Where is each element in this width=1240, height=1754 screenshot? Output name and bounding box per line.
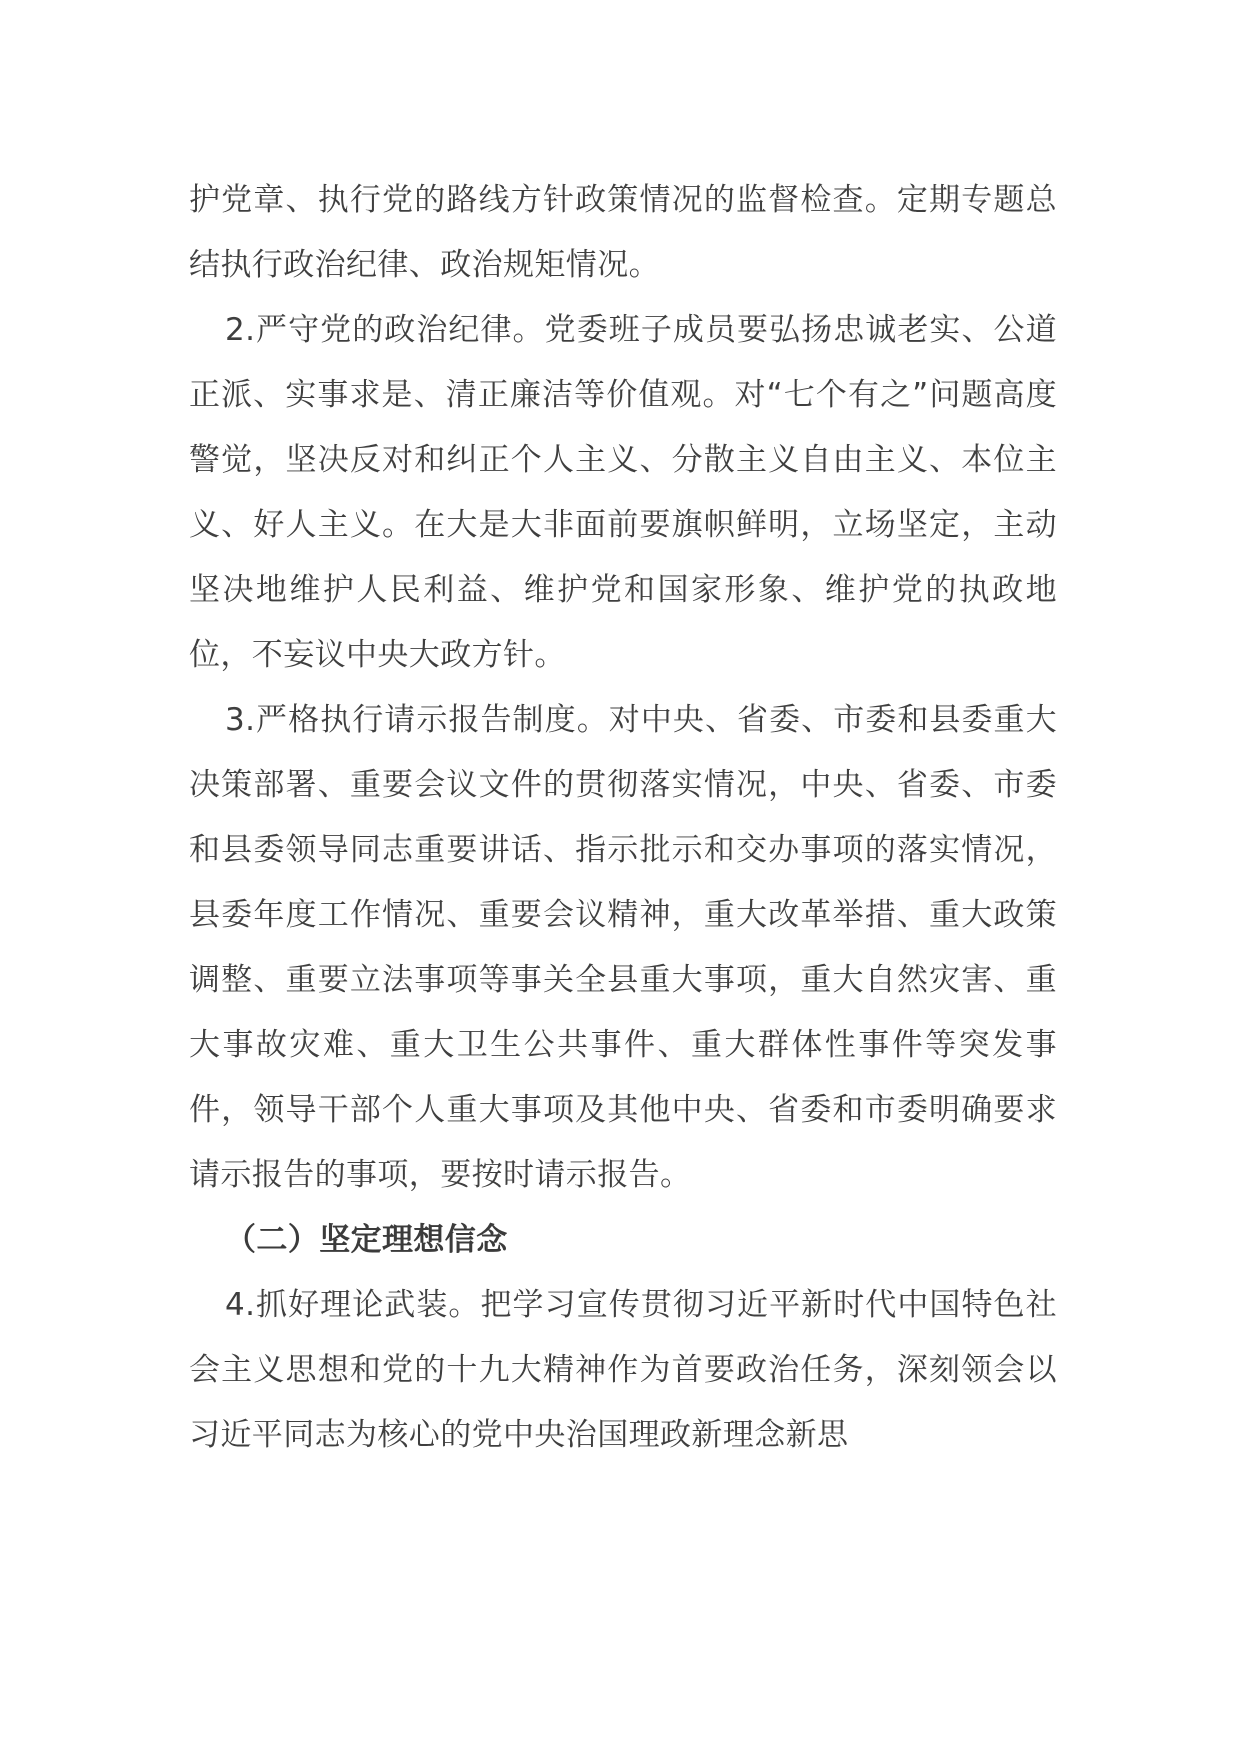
section-heading: （二）坚定理想信念 xyxy=(225,1222,508,1258)
paragraph-item-3: 3.严格执行请示报告制度。对中央、省委、市委和县委重大决策部署、重要会议文件的贯彻落实情况，中央、省委、市委和县委领导同志重要讲话、指示批示和交办事项的落实情况，县委年度工作情况、重要会议精神，重大改革举措、重大政策调整、重要立法事项等事关全县重大事项，重大自然灾害、重大事故灾难、重大卫生公共事件、重大群体性事件等突发事件，领导干部个人重大事项及其他中央、省委和市委明确要求请示报告的事项，要按时请示报告。 xyxy=(189,702,1057,1193)
document-body xyxy=(189,168,1057,1468)
paragraph-item-4: 4.抓好理论武装。把学习宣传贯彻习近平新时代中国特色社会主义思想和党的十九大精神作为首要政治任务，深刻领会以习近平同志为核心的党中央治国理政新理念新思 xyxy=(189,1287,1057,1453)
paragraph-continuation: 护党章、执行党的路线方针政策情况的监督检查。定期专题总结执行政治纪律、政治规矩情况。 xyxy=(189,182,1057,283)
paragraph-item-2: 2.严守党的政治纪律。党委班子成员要弘扬忠诚老实、公道正派、实事求是、清正廉洁等价值观。对“七个有之”问题高度警觉，坚决反对和纠正个人主义、分散主义自由主义、本位主义、好人主义。在大是大非面前要旗帜鲜明，立场坚定，主动坚决地维护人民利益、维护党和国家形象、维护党的执政地位，不妄议中央大政方针。 xyxy=(189,312,1057,673)
